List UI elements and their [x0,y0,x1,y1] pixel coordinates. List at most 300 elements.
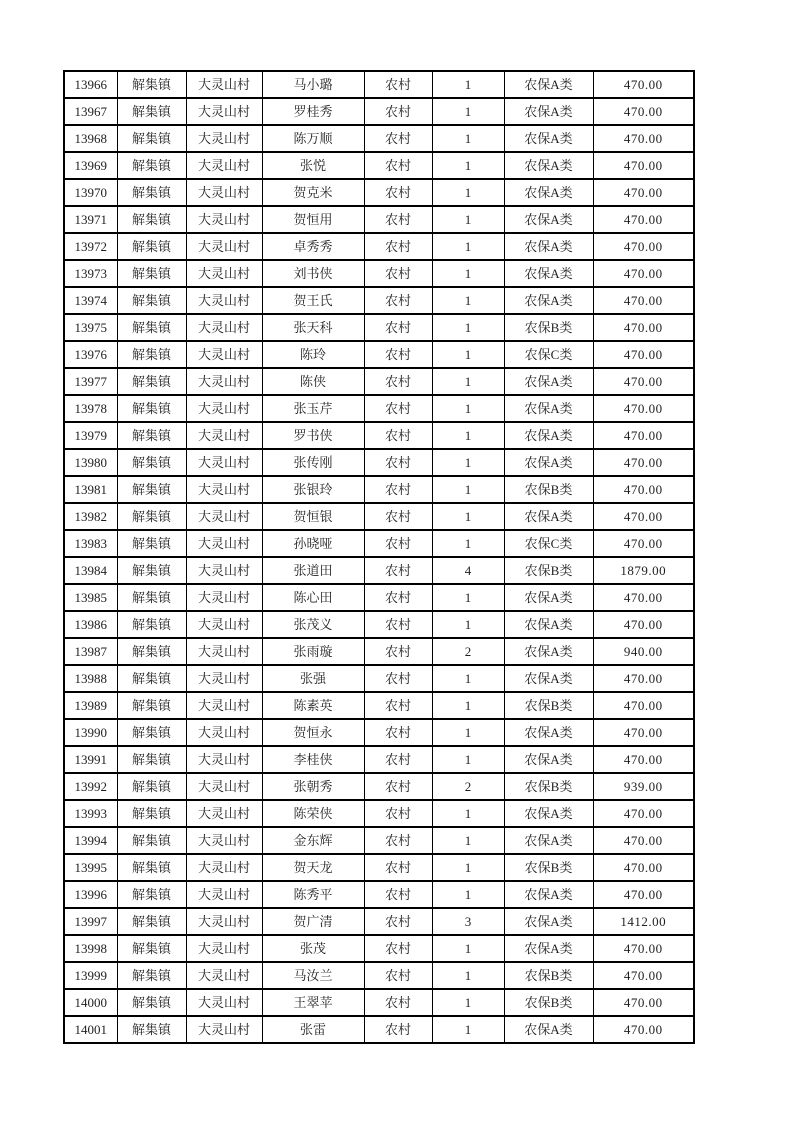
cell-category: 农保A类 [504,746,593,773]
cell-type: 农村 [364,584,432,611]
cell-category: 农保A类 [504,179,593,206]
cell-id: 13994 [64,827,117,854]
benefits-table [63,70,695,1044]
cell-amount: 470.00 [593,125,694,152]
table-row [64,395,694,422]
cell-amount: 470.00 [593,935,694,962]
cell-village: 大灵山村 [186,152,262,179]
cell-town: 解集镇 [117,827,186,854]
cell-category: 农保B类 [504,989,593,1016]
table-row [64,179,694,206]
cell-count: 1 [432,935,504,962]
cell-type: 农村 [364,665,432,692]
cell-amount: 470.00 [593,422,694,449]
cell-village: 大灵山村 [186,989,262,1016]
cell-category: 农保A类 [504,368,593,395]
cell-count: 1 [432,341,504,368]
cell-name: 陈秀平 [262,881,364,908]
cell-category: 农保A类 [504,827,593,854]
cell-category: 农保C类 [504,530,593,557]
cell-type: 农村 [364,719,432,746]
cell-count: 1 [432,800,504,827]
cell-village: 大灵山村 [186,746,262,773]
cell-category: 农保A类 [504,125,593,152]
cell-name: 罗桂秀 [262,98,364,125]
cell-type: 农村 [364,125,432,152]
table-row [64,854,694,881]
cell-town: 解集镇 [117,125,186,152]
cell-type: 农村 [364,611,432,638]
cell-name: 张朝秀 [262,773,364,800]
cell-id: 13990 [64,719,117,746]
table-row [64,503,694,530]
cell-town: 解集镇 [117,179,186,206]
cell-count: 1 [432,611,504,638]
cell-village: 大灵山村 [186,773,262,800]
cell-town: 解集镇 [117,746,186,773]
cell-id: 13979 [64,422,117,449]
cell-type: 农村 [364,71,432,98]
cell-village: 大灵山村 [186,422,262,449]
table-row [64,71,694,98]
table-row [64,557,694,584]
cell-category: 农保B类 [504,962,593,989]
cell-amount: 470.00 [593,692,694,719]
cell-amount: 470.00 [593,287,694,314]
cell-count: 1 [432,854,504,881]
table-row [64,692,694,719]
cell-category: 农保A类 [504,422,593,449]
cell-category: 农保A类 [504,152,593,179]
cell-id: 13972 [64,233,117,260]
cell-id: 13982 [64,503,117,530]
table-row [64,881,694,908]
cell-id: 13993 [64,800,117,827]
cell-type: 农村 [364,260,432,287]
cell-count: 1 [432,395,504,422]
cell-town: 解集镇 [117,449,186,476]
cell-id: 13967 [64,98,117,125]
cell-name: 陈荣侠 [262,800,364,827]
cell-count: 1 [432,314,504,341]
cell-name: 张强 [262,665,364,692]
cell-type: 农村 [364,854,432,881]
cell-type: 农村 [364,314,432,341]
cell-village: 大灵山村 [186,71,262,98]
cell-type: 农村 [364,908,432,935]
table-row [64,611,694,638]
cell-count: 4 [432,557,504,584]
cell-town: 解集镇 [117,233,186,260]
cell-id: 13966 [64,71,117,98]
cell-count: 1 [432,368,504,395]
cell-village: 大灵山村 [186,314,262,341]
cell-town: 解集镇 [117,908,186,935]
cell-town: 解集镇 [117,719,186,746]
cell-amount: 470.00 [593,854,694,881]
cell-category: 农保B类 [504,854,593,881]
cell-count: 2 [432,773,504,800]
cell-category: 农保A类 [504,908,593,935]
cell-name: 陈侠 [262,368,364,395]
table-row [64,287,694,314]
cell-village: 大灵山村 [186,341,262,368]
cell-town: 解集镇 [117,395,186,422]
cell-name: 贺广清 [262,908,364,935]
cell-type: 农村 [364,395,432,422]
cell-town: 解集镇 [117,881,186,908]
cell-id: 13968 [64,125,117,152]
cell-type: 农村 [364,476,432,503]
cell-category: 农保A类 [504,98,593,125]
table-row [64,206,694,233]
cell-village: 大灵山村 [186,557,262,584]
cell-amount: 470.00 [593,719,694,746]
cell-type: 农村 [364,152,432,179]
cell-name: 贺王氏 [262,287,364,314]
cell-name: 马小璐 [262,71,364,98]
cell-name: 张茂 [262,935,364,962]
cell-name: 贺恒用 [262,206,364,233]
cell-amount: 470.00 [593,341,694,368]
cell-category: 农保A类 [504,665,593,692]
table-body [64,71,694,1043]
cell-amount: 470.00 [593,476,694,503]
cell-count: 1 [432,206,504,233]
cell-name: 陈万顺 [262,125,364,152]
cell-village: 大灵山村 [186,260,262,287]
cell-type: 农村 [364,557,432,584]
cell-category: 农保A类 [504,233,593,260]
cell-name: 王翠苹 [262,989,364,1016]
cell-id: 13998 [64,935,117,962]
cell-amount: 470.00 [593,260,694,287]
cell-count: 1 [432,449,504,476]
cell-name: 刘书侠 [262,260,364,287]
cell-category: 农保B类 [504,692,593,719]
cell-village: 大灵山村 [186,935,262,962]
cell-village: 大灵山村 [186,206,262,233]
table-row [64,449,694,476]
cell-id: 13980 [64,449,117,476]
cell-village: 大灵山村 [186,233,262,260]
cell-count: 1 [432,881,504,908]
cell-town: 解集镇 [117,206,186,233]
cell-amount: 470.00 [593,98,694,125]
cell-category: 农保A类 [504,503,593,530]
cell-id: 13986 [64,611,117,638]
cell-count: 1 [432,530,504,557]
table-row [64,1016,694,1043]
cell-town: 解集镇 [117,368,186,395]
cell-type: 农村 [364,233,432,260]
cell-village: 大灵山村 [186,125,262,152]
cell-id: 13983 [64,530,117,557]
cell-town: 解集镇 [117,503,186,530]
table-row [64,476,694,503]
cell-category: 农保A类 [504,1016,593,1043]
cell-amount: 470.00 [593,989,694,1016]
cell-amount: 470.00 [593,1016,694,1043]
cell-category: 农保A类 [504,935,593,962]
cell-category: 农保B类 [504,773,593,800]
cell-name: 贺克米 [262,179,364,206]
cell-amount: 940.00 [593,638,694,665]
cell-count: 1 [432,665,504,692]
table-row [64,638,694,665]
table-row [64,341,694,368]
cell-id: 13977 [64,368,117,395]
cell-amount: 470.00 [593,206,694,233]
cell-name: 李桂侠 [262,746,364,773]
table-row [64,773,694,800]
cell-town: 解集镇 [117,800,186,827]
cell-town: 解集镇 [117,935,186,962]
cell-category: 农保A类 [504,800,593,827]
table-row [64,314,694,341]
cell-type: 农村 [364,881,432,908]
cell-category: 农保A类 [504,287,593,314]
cell-amount: 470.00 [593,449,694,476]
cell-category: 农保B类 [504,314,593,341]
cell-id: 13969 [64,152,117,179]
cell-village: 大灵山村 [186,98,262,125]
cell-town: 解集镇 [117,989,186,1016]
cell-category: 农保A类 [504,71,593,98]
cell-id: 14001 [64,1016,117,1043]
cell-name: 贺天龙 [262,854,364,881]
cell-id: 14000 [64,989,117,1016]
cell-type: 农村 [364,638,432,665]
cell-id: 13981 [64,476,117,503]
cell-id: 13970 [64,179,117,206]
cell-village: 大灵山村 [186,503,262,530]
cell-town: 解集镇 [117,287,186,314]
cell-id: 13973 [64,260,117,287]
cell-town: 解集镇 [117,638,186,665]
cell-count: 1 [432,827,504,854]
cell-count: 1 [432,962,504,989]
table-row [64,719,694,746]
cell-amount: 470.00 [593,800,694,827]
cell-count: 1 [432,287,504,314]
cell-amount: 470.00 [593,746,694,773]
cell-id: 13997 [64,908,117,935]
cell-amount: 470.00 [593,611,694,638]
cell-town: 解集镇 [117,152,186,179]
cell-amount: 470.00 [593,314,694,341]
cell-count: 1 [432,233,504,260]
cell-amount: 470.00 [593,152,694,179]
cell-count: 1 [432,476,504,503]
cell-id: 13978 [64,395,117,422]
cell-name: 罗书侠 [262,422,364,449]
cell-amount: 470.00 [593,962,694,989]
cell-village: 大灵山村 [186,584,262,611]
cell-town: 解集镇 [117,854,186,881]
cell-category: 农保B类 [504,476,593,503]
cell-name: 卓秀秀 [262,233,364,260]
cell-type: 农村 [364,800,432,827]
cell-village: 大灵山村 [186,692,262,719]
cell-type: 农村 [364,503,432,530]
cell-town: 解集镇 [117,1016,186,1043]
cell-village: 大灵山村 [186,665,262,692]
cell-name: 张茂义 [262,611,364,638]
cell-village: 大灵山村 [186,638,262,665]
cell-name: 张雷 [262,1016,364,1043]
cell-amount: 470.00 [593,503,694,530]
cell-type: 农村 [364,449,432,476]
cell-type: 农村 [364,98,432,125]
cell-category: 农保A类 [504,611,593,638]
cell-amount: 470.00 [593,395,694,422]
cell-count: 1 [432,71,504,98]
cell-amount: 470.00 [593,71,694,98]
cell-type: 农村 [364,692,432,719]
cell-id: 13974 [64,287,117,314]
cell-amount: 470.00 [593,827,694,854]
cell-village: 大灵山村 [186,719,262,746]
cell-village: 大灵山村 [186,881,262,908]
cell-village: 大灵山村 [186,449,262,476]
cell-id: 13992 [64,773,117,800]
cell-type: 农村 [364,773,432,800]
cell-count: 1 [432,584,504,611]
cell-amount: 470.00 [593,179,694,206]
cell-amount: 470.00 [593,368,694,395]
cell-village: 大灵山村 [186,1016,262,1043]
cell-count: 1 [432,98,504,125]
cell-name: 陈心田 [262,584,364,611]
cell-count: 1 [432,152,504,179]
cell-type: 农村 [364,179,432,206]
cell-amount: 470.00 [593,530,694,557]
cell-category: 农保A类 [504,719,593,746]
cell-count: 1 [432,1016,504,1043]
cell-id: 13991 [64,746,117,773]
cell-category: 农保A类 [504,206,593,233]
table-row [64,989,694,1016]
cell-village: 大灵山村 [186,179,262,206]
cell-count: 1 [432,692,504,719]
cell-town: 解集镇 [117,962,186,989]
cell-type: 农村 [364,962,432,989]
cell-count: 1 [432,719,504,746]
cell-count: 1 [432,260,504,287]
cell-category: 农保A类 [504,881,593,908]
cell-town: 解集镇 [117,692,186,719]
cell-town: 解集镇 [117,260,186,287]
cell-amount: 470.00 [593,665,694,692]
cell-village: 大灵山村 [186,287,262,314]
cell-amount: 1412.00 [593,908,694,935]
table-row [64,746,694,773]
cell-category: 农保B类 [504,557,593,584]
cell-town: 解集镇 [117,314,186,341]
cell-village: 大灵山村 [186,368,262,395]
cell-village: 大灵山村 [186,908,262,935]
cell-id: 13996 [64,881,117,908]
cell-id: 13995 [64,854,117,881]
table-row [64,368,694,395]
cell-category: 农保A类 [504,449,593,476]
cell-count: 1 [432,422,504,449]
cell-village: 大灵山村 [186,854,262,881]
table-row [64,233,694,260]
cell-category: 农保A类 [504,395,593,422]
cell-type: 农村 [364,530,432,557]
cell-town: 解集镇 [117,422,186,449]
table-row [64,800,694,827]
cell-town: 解集镇 [117,71,186,98]
table-row [64,530,694,557]
cell-type: 农村 [364,422,432,449]
cell-name: 马汝兰 [262,962,364,989]
cell-town: 解集镇 [117,773,186,800]
cell-town: 解集镇 [117,611,186,638]
cell-count: 1 [432,746,504,773]
table-row [64,125,694,152]
cell-category: 农保A类 [504,584,593,611]
cell-category: 农保A类 [504,638,593,665]
cell-type: 农村 [364,341,432,368]
cell-count: 1 [432,989,504,1016]
cell-amount: 470.00 [593,584,694,611]
cell-town: 解集镇 [117,557,186,584]
table-row [64,908,694,935]
cell-amount: 470.00 [593,881,694,908]
cell-village: 大灵山村 [186,611,262,638]
table-row [64,422,694,449]
cell-type: 农村 [364,935,432,962]
table-row [64,98,694,125]
cell-name: 孙晓哑 [262,530,364,557]
cell-count: 1 [432,179,504,206]
cell-town: 解集镇 [117,584,186,611]
cell-name: 陈玲 [262,341,364,368]
cell-village: 大灵山村 [186,962,262,989]
table-row [64,962,694,989]
table-row [64,827,694,854]
cell-name: 张银玲 [262,476,364,503]
cell-amount: 470.00 [593,233,694,260]
cell-name: 张天科 [262,314,364,341]
cell-id: 13984 [64,557,117,584]
cell-name: 张悦 [262,152,364,179]
cell-name: 金东辉 [262,827,364,854]
cell-category: 农保A类 [504,260,593,287]
cell-name: 张雨璇 [262,638,364,665]
cell-type: 农村 [364,368,432,395]
cell-type: 农村 [364,206,432,233]
cell-id: 13999 [64,962,117,989]
cell-type: 农村 [364,287,432,314]
cell-id: 13989 [64,692,117,719]
cell-village: 大灵山村 [186,476,262,503]
cell-town: 解集镇 [117,530,186,557]
cell-count: 1 [432,503,504,530]
cell-village: 大灵山村 [186,800,262,827]
cell-name: 陈素英 [262,692,364,719]
cell-type: 农村 [364,746,432,773]
cell-amount: 1879.00 [593,557,694,584]
table-row [64,935,694,962]
cell-id: 13985 [64,584,117,611]
cell-amount: 939.00 [593,773,694,800]
cell-town: 解集镇 [117,665,186,692]
cell-village: 大灵山村 [186,827,262,854]
